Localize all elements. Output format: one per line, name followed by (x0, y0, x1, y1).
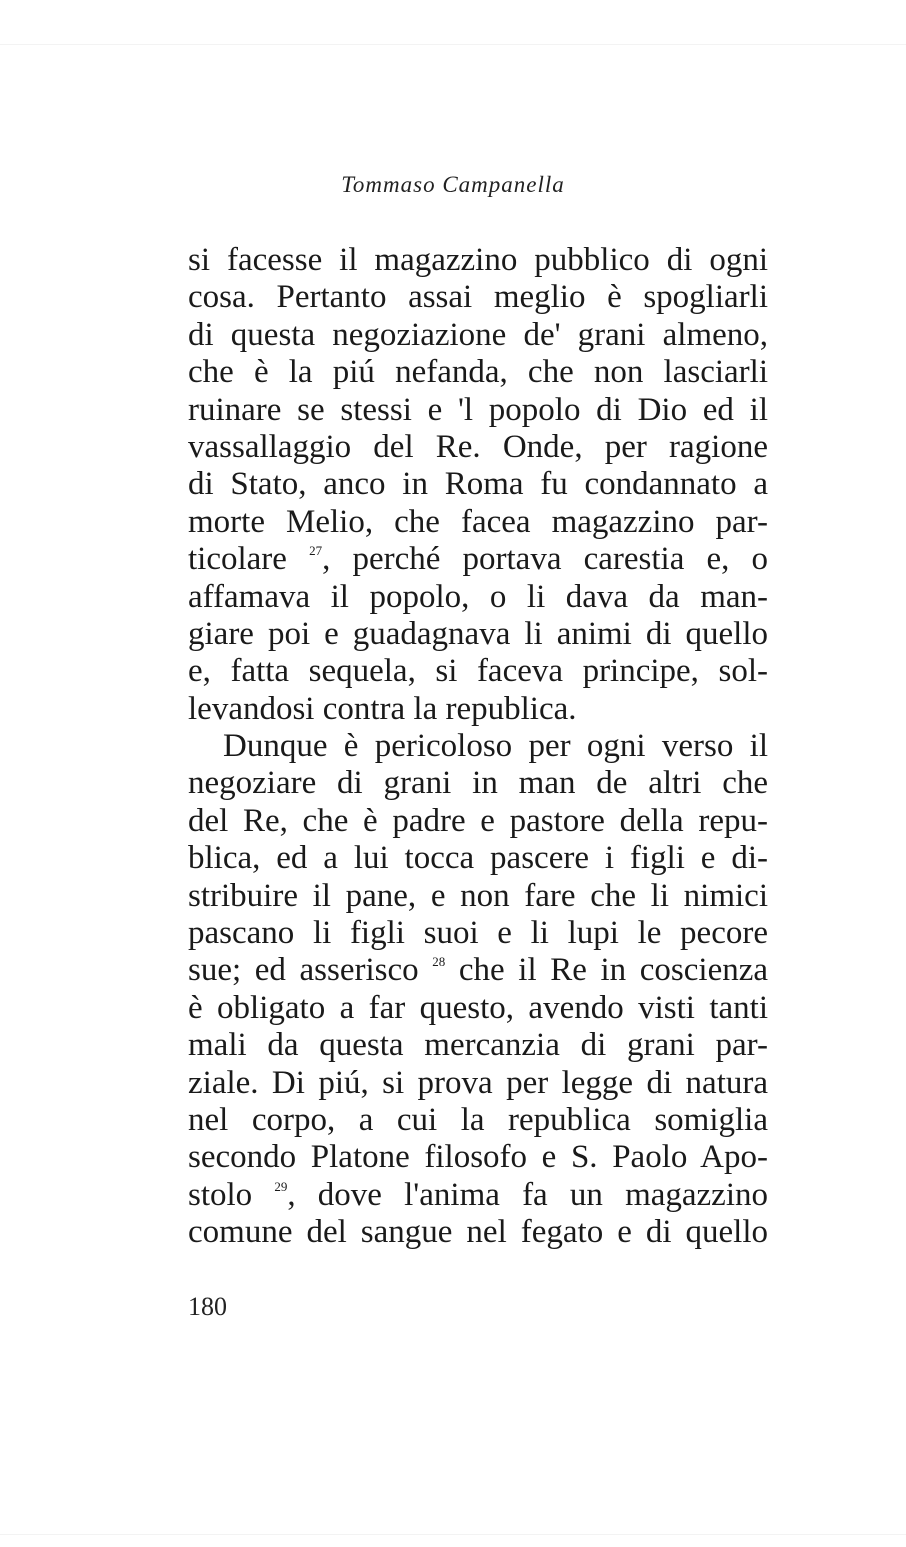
text-line: pascano li figli suoi e li lupi le pecore (188, 915, 768, 952)
text-line: morte Melio, che facea magazzino par- (188, 503, 768, 540)
text-line: mali da questa mercanzia di grani par- (188, 1027, 768, 1064)
text-line: ruinare se stessi e 'l popolo di Dio ed il (188, 391, 768, 428)
scan-edge-top (0, 44, 906, 45)
text-line: di Stato, anco in Roma fu condannato a (188, 466, 768, 503)
text-line: giare poi e guadagnava li animi di quello (188, 615, 768, 652)
text-line: vassallaggio del Re. Onde, per ragione (188, 428, 768, 465)
text-line: Dunque è pericoloso per ogni verso il (223, 728, 768, 765)
text-line: comune del sangue nel fegato e di quello (188, 1214, 768, 1251)
scan-edge-bottom (0, 1534, 906, 1535)
text-line (188, 952, 768, 989)
text-line: e, fatta sequela, si faceva principe, sol- (188, 653, 768, 690)
footnote-marker: 28 (432, 954, 446, 970)
paragraph (188, 242, 768, 728)
text-line: che è la piú nefanda, che non lasciarli (188, 354, 768, 391)
text-line: secondo Platone filosofo e S. Paolo Apo- (188, 1139, 768, 1176)
text-line: negoziare di grani in man de altri che (188, 765, 768, 802)
text-line: di questa negoziazione de' grani almeno, (188, 316, 768, 353)
text-line: ziale. Di piú, si prova per legge di natura (188, 1064, 768, 1101)
text-line: affamava il popolo, o li dava da man- (188, 578, 768, 615)
text-line: levandosi contra la republica. (188, 690, 577, 727)
footnote-marker: 29 (274, 1178, 288, 1194)
text-fragment: , dove l'anima fa un magazzino (287, 1176, 769, 1213)
paragraph (188, 728, 768, 1251)
text-line: è obligato a far questo, avendo visti tanti (188, 989, 768, 1026)
text-fragment: , perché portava carestia e, o (322, 541, 769, 578)
text-line (188, 541, 768, 578)
footnote-marker: 27 (309, 543, 323, 559)
text-fragment: sue; ed asserisco (188, 952, 433, 989)
text-fragment: ticolare (188, 541, 310, 578)
text-line: si facesse il magazzino pubblico di ogni (188, 242, 768, 278)
text-line (188, 1177, 768, 1214)
text-line: del Re, che è padre e pastore della repu- (188, 802, 768, 839)
text-line: nel corpo, a cui la republica somiglia (188, 1101, 768, 1138)
text-line: blica, ed a lui tocca pascere i figli e di- (188, 840, 768, 877)
page-number: 180 (188, 1292, 227, 1321)
body-text (188, 242, 768, 1252)
text-fragment: che il Re in coscienza (445, 952, 769, 989)
running-header: Tommaso Campanella (341, 172, 565, 197)
text-line: stribuire il pane, e non fare che li nimici (188, 877, 768, 914)
text-line: cosa. Pertanto assai meglio è spogliarli (188, 279, 768, 316)
text-fragment: stolo (188, 1176, 275, 1213)
